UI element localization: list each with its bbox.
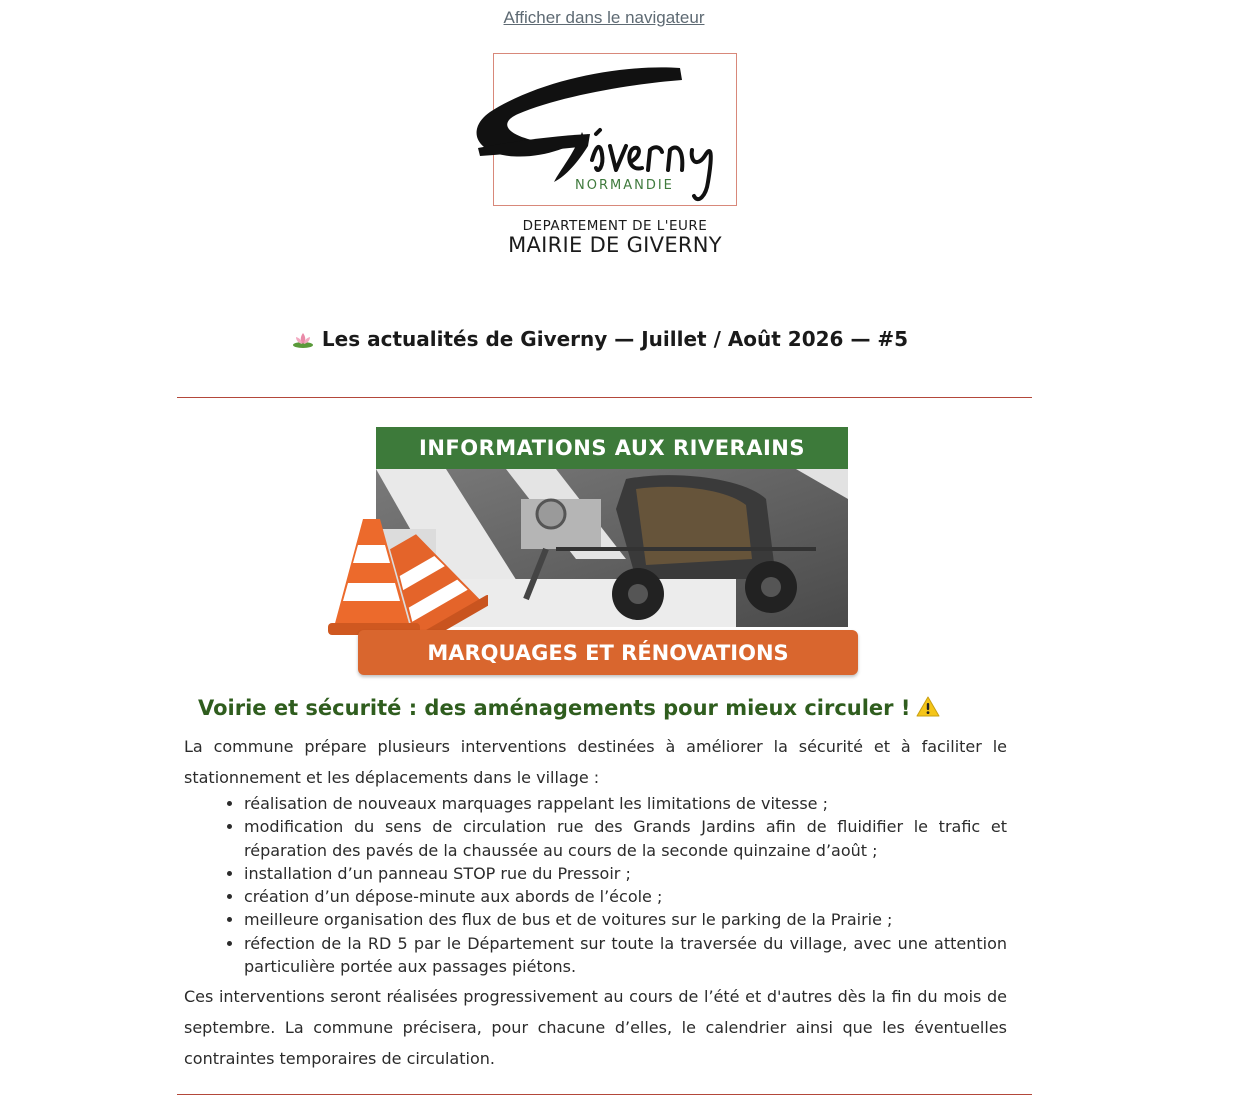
logo-department: DEPARTEMENT DE L'EURE	[522, 218, 708, 234]
list-item: • réfection de la RD 5 par le Département sur toute la traversée du village, avec une attention particulière portée aux passages piétons.	[244, 932, 1007, 979]
list-item: • installation d’un panneau STOP rue du Pressoir ;	[244, 862, 1007, 885]
list-item: • modification du sens de circulation rue des Grands Jardins afin de fluidifier le trafic et réparation des pavés de la chaussée au cours de la seconde quinzaine d’août ;	[244, 815, 1007, 862]
view-in-browser-link[interactable]: Afficher dans le navigateur	[503, 8, 705, 27]
banner-bottom-label: MARQUAGES ET RÉNOVATIONS	[358, 630, 858, 675]
roadworks-banner	[328, 427, 860, 677]
newsletter-headline	[0, 327, 1200, 351]
headline-text: Les actualités de Giverny — Juillet / Août 2026 — #5	[321, 327, 909, 351]
lotus-icon	[292, 332, 314, 348]
article-intro: La commune prépare plusieurs interventions destinées à améliorer la sécurité et à faciliter le stationnement et les déplacements dans le village :	[184, 737, 1007, 787]
logo-region: NORMANDIE	[575, 178, 674, 193]
list-item: • création d’un dépose-minute aux abords de l’école ;	[244, 885, 1007, 908]
banner-top-label: INFORMATIONS AUX RIVERAINS	[376, 427, 848, 469]
intervention-list	[184, 792, 1007, 978]
divider-top	[177, 397, 1032, 398]
traffic-cones	[328, 515, 488, 645]
list-item: • meilleure organisation des flux de bus et de voitures sur le parking de la Prairie ;	[244, 908, 1007, 931]
article-outro: Ces interventions seront réalisées progressivement au cours de l’été et d'autres dès la fin du mois de septembre. La commune précisera, pour chacune d’elles, le calendrier ainsi que les éventuelles contraintes temporaires de circulation.	[184, 987, 1007, 1068]
article-title-text: Voirie et sécurité : des aménagements pour mieux circuler !	[198, 696, 911, 720]
giverny-logo	[470, 50, 742, 265]
article-title	[198, 696, 940, 720]
list-item: • réalisation de nouveaux marquages rappelant les limitations de vitesse ;	[244, 792, 1007, 815]
logo-mairie: MAIRIE DE GIVERNY	[508, 233, 722, 257]
warning-icon	[916, 696, 940, 717]
divider-bottom	[177, 1094, 1032, 1095]
